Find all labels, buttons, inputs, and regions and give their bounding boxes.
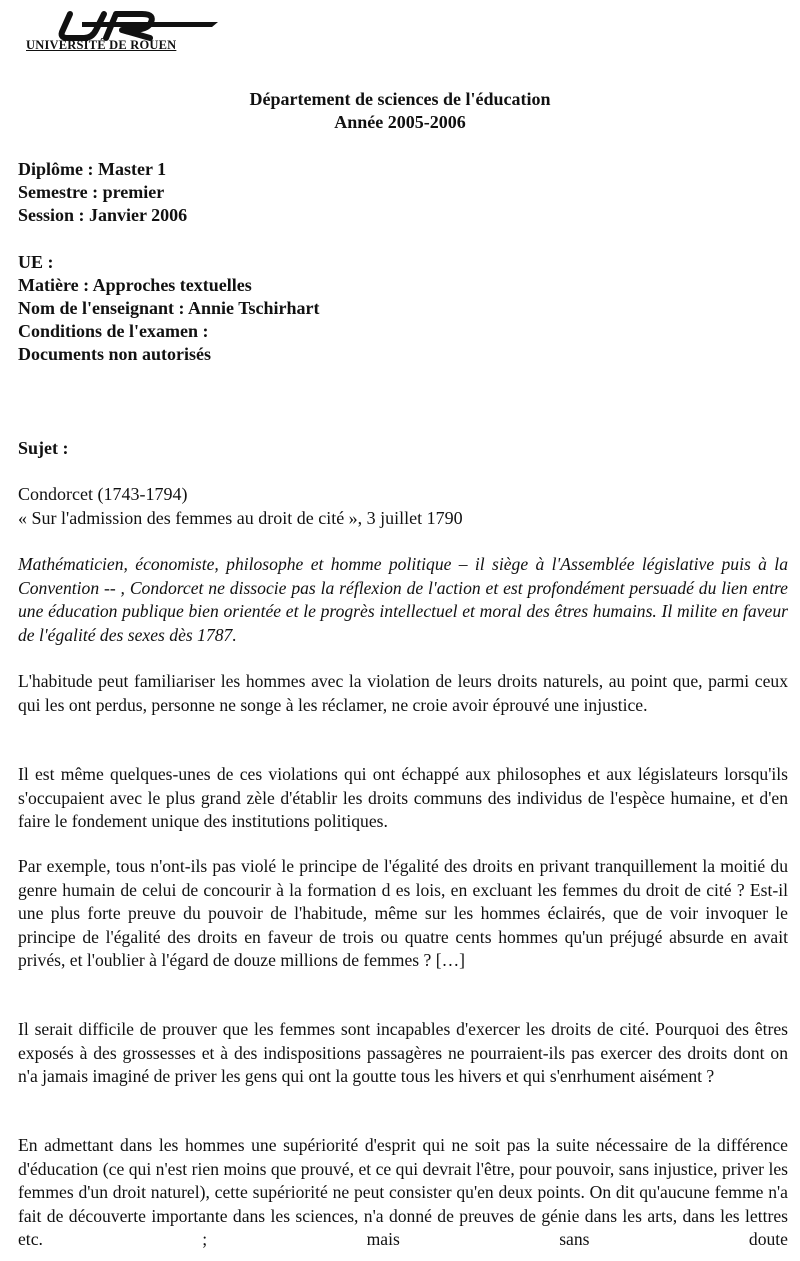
session-line: Session : Janvier 2006 [18, 205, 188, 225]
ue-line: UE : [18, 252, 54, 272]
academic-year: Année 2005-2006 [334, 112, 466, 132]
department-title: Département de sciences de l'éducation [249, 89, 551, 109]
text-paragraph: Il serait difficile de prouver que les femmes sont incapables d'exercer les droits de cité. Pourquoi des êtres exposés à des grossesses et à des indispositions passagères ne pourraient-ils pas exercer des droits dont on n'a jamais imaginé de priver les gens qui ont la goutte tous les hivers et qui s'enrhument aisément ? [18, 1019, 788, 1086]
teacher-line: Nom de l'enseignant : Annie Tschirhart [18, 298, 320, 318]
sujet-author: Condorcet (1743-1794) [18, 484, 188, 504]
sujet-title: « Sur l'admission des femmes au droit de cité », 3 juillet 1790 [18, 508, 463, 528]
university-name: UNIVERSITÉ DE ROUEN [26, 38, 177, 52]
text-paragraph: Par exemple, tous n'ont-ils pas violé le principe de l'égalité des droits en privant tranquillement la moitié du genre humain de celui de concourir à la formation d es lois, en excluant les femmes du droit de cité ? Est-il une plus forte preuve du pouvoir de l'habitude, même sur les hommes éclairés, que de voir invoquer le principe de l'égalité des droits en faveur de trois ou quatre cents hommes qu'un préjugé absurde en avait privés, et l'oublier à l'égard de douze millions de femmes ? […] [18, 856, 788, 970]
text-paragraph: L'habitude peut familiariser les hommes avec la violation de leurs droits naturels, au point que, parmi ceux qui les ont perdus, personne ne songe à les réclamer, ne croie avoir éprouvé une injustice. [18, 671, 788, 715]
conditions-line: Conditions de l'examen : [18, 321, 209, 341]
ur-logo-mark-icon [22, 8, 244, 42]
text-paragraph: Il est même quelques-unes de ces violations qui ont échappé aux philosophes et aux législateurs lorsqu'ils s'occupaient avec le plus grand zèle d'établir les droits communs des individus de l'espèce humaine, et d'en faire le fondement unique des institutions politiques. [18, 764, 788, 831]
university-logo [22, 8, 244, 52]
subject-line: Matière : Approches textuelles [18, 275, 252, 295]
diploma-line: Diplôme : Master 1 [18, 159, 167, 179]
sujet-label: Sujet : [18, 438, 69, 458]
semester-line: Semestre : premier [18, 182, 165, 202]
intro-paragraph: Mathématicien, économiste, philosophe et homme politique – il siège à l'Assemblée législative puis à la Convention -- , Condorcet ne dissocie pas la réflexion de l'action et est profondément persuadé du lien entre une éducation publique bien orientée et le progrès intellectuel et moral des êtres humains. Il milite en faveur de l'égalité des sexes dès 1787. [18, 554, 788, 645]
text-paragraph: En admettant dans les hommes une supériorité d'esprit qui ne soit pas la suite nécessaire de la différence d'éducation (ce qui n'est rien moins que prouvé, et ce qui devrait l'être, pour pouvoir, sans injustice, priver les femmes d'un droit naturel), cette supériorité ne peut consister qu'en deux points. On dit qu'aucune femme n'a fait de découverte importante dans les sciences, n'a donné de preuves de génie dans les arts, dans les lettres etc. ; mais sans doute [18, 1135, 788, 1249]
documents-line: Documents non autorisés [18, 344, 212, 364]
